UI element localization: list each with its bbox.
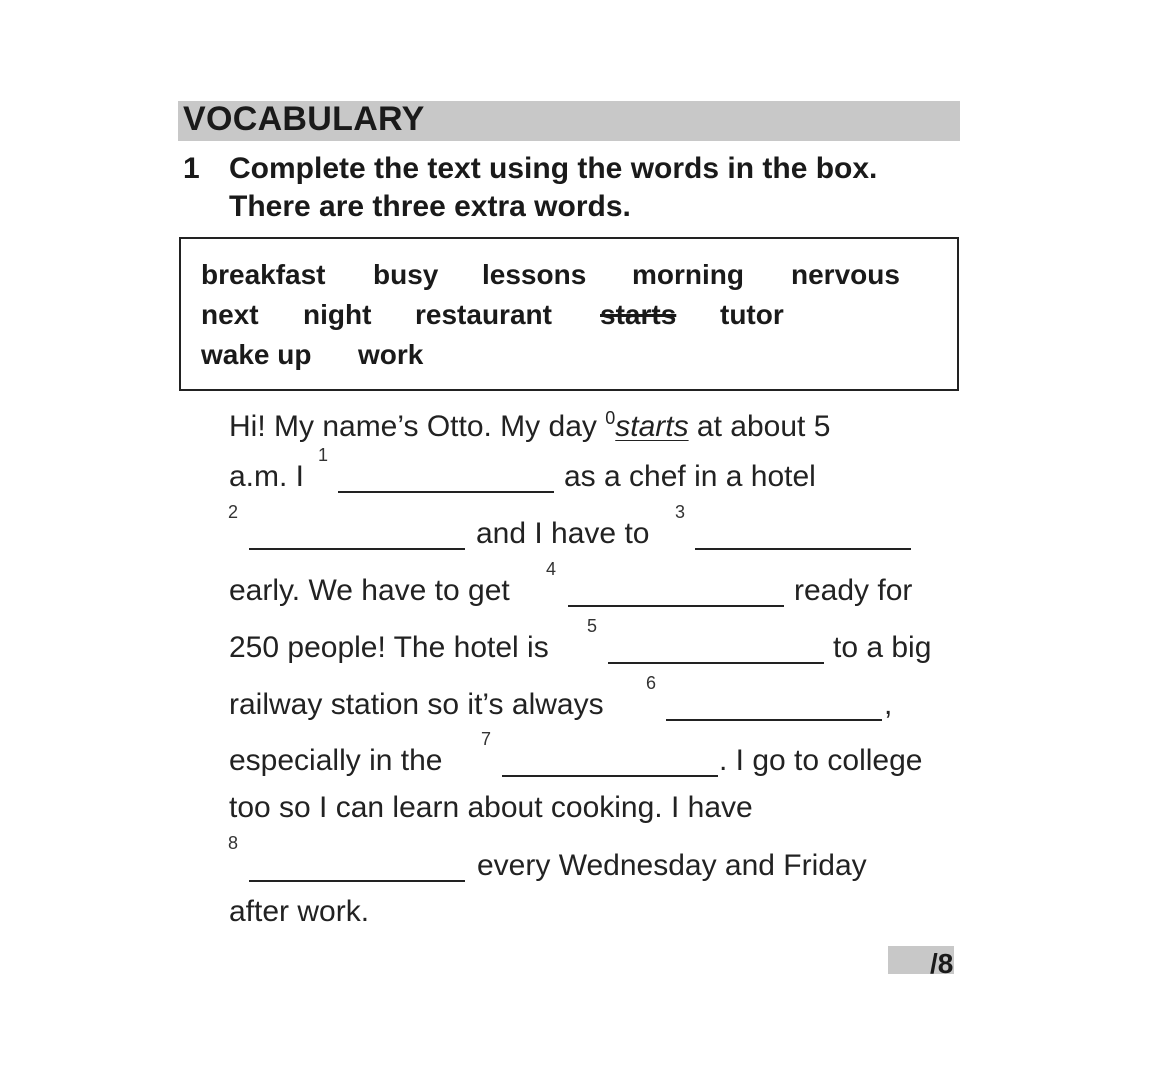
word-box-word: next [201, 299, 259, 330]
word-box-word-struck: starts [600, 299, 677, 330]
answer-blank-6[interactable] [666, 719, 882, 721]
example-number: 0 [605, 408, 616, 428]
example-answer: starts [615, 410, 689, 443]
text-line-1 [229, 400, 830, 445]
word-box-word: tutor [720, 299, 784, 330]
text-segment: every Wednesday and Friday [477, 849, 867, 882]
answer-blank-4[interactable] [568, 605, 784, 607]
word-box-word: nervous [791, 259, 900, 290]
question-instruction-line-1: Complete the text using the words in the box. [229, 152, 878, 185]
word-box-word: night [303, 299, 372, 330]
answer-blank-7[interactable] [502, 775, 718, 777]
text-segment: , [884, 688, 893, 721]
text-segment: Hi! My name’s Otto. My day [229, 410, 606, 443]
word-box-word: busy [373, 259, 439, 290]
text-segment: as a chef in a hotel [564, 460, 816, 493]
gap-number: 2 [228, 502, 239, 522]
text-segment: a.m. I [229, 460, 305, 493]
text-segment: after work. [229, 895, 370, 928]
text-segment: and I have to [476, 517, 650, 550]
gap-number: 8 [228, 833, 239, 853]
gap-number: 1 [318, 445, 329, 465]
answer-blank-3[interactable] [695, 548, 911, 550]
score-label: /8 [930, 948, 954, 979]
answer-blank-2[interactable] [249, 548, 465, 550]
answer-blank-8[interactable] [249, 880, 465, 882]
word-box-word: lessons [482, 259, 587, 290]
text-segment: to a big [833, 631, 932, 664]
question-number: 1 [183, 152, 200, 185]
text-segment: at about 5 [688, 410, 831, 443]
text-segment: early. We have to get [229, 574, 510, 607]
gap-number: 3 [675, 502, 686, 522]
answer-blank-5[interactable] [608, 662, 824, 664]
text-segment: too so I can learn about cooking. I have [229, 791, 753, 824]
gap-number: 4 [546, 559, 557, 579]
gap-number: 7 [481, 729, 492, 749]
text-segment: 250 people! The hotel is [229, 631, 549, 664]
word-box-word: breakfast [201, 259, 326, 290]
word-box-word: work [358, 339, 424, 370]
gap-number: 5 [587, 616, 598, 636]
text-segment: . I go to college [719, 744, 923, 777]
word-box-word: restaurant [415, 299, 552, 330]
question-instruction-line-2: There are three extra words. [229, 190, 631, 223]
text-segment: especially in the [229, 744, 443, 777]
text-segment: railway station so it’s always [229, 688, 604, 721]
word-box-word: morning [632, 259, 744, 290]
answer-blank-1[interactable] [338, 491, 554, 493]
section-title: VOCABULARY [183, 100, 425, 138]
text-segment: ready for [794, 574, 913, 607]
gap-number: 6 [646, 673, 657, 693]
word-box-word: wake up [201, 339, 312, 370]
